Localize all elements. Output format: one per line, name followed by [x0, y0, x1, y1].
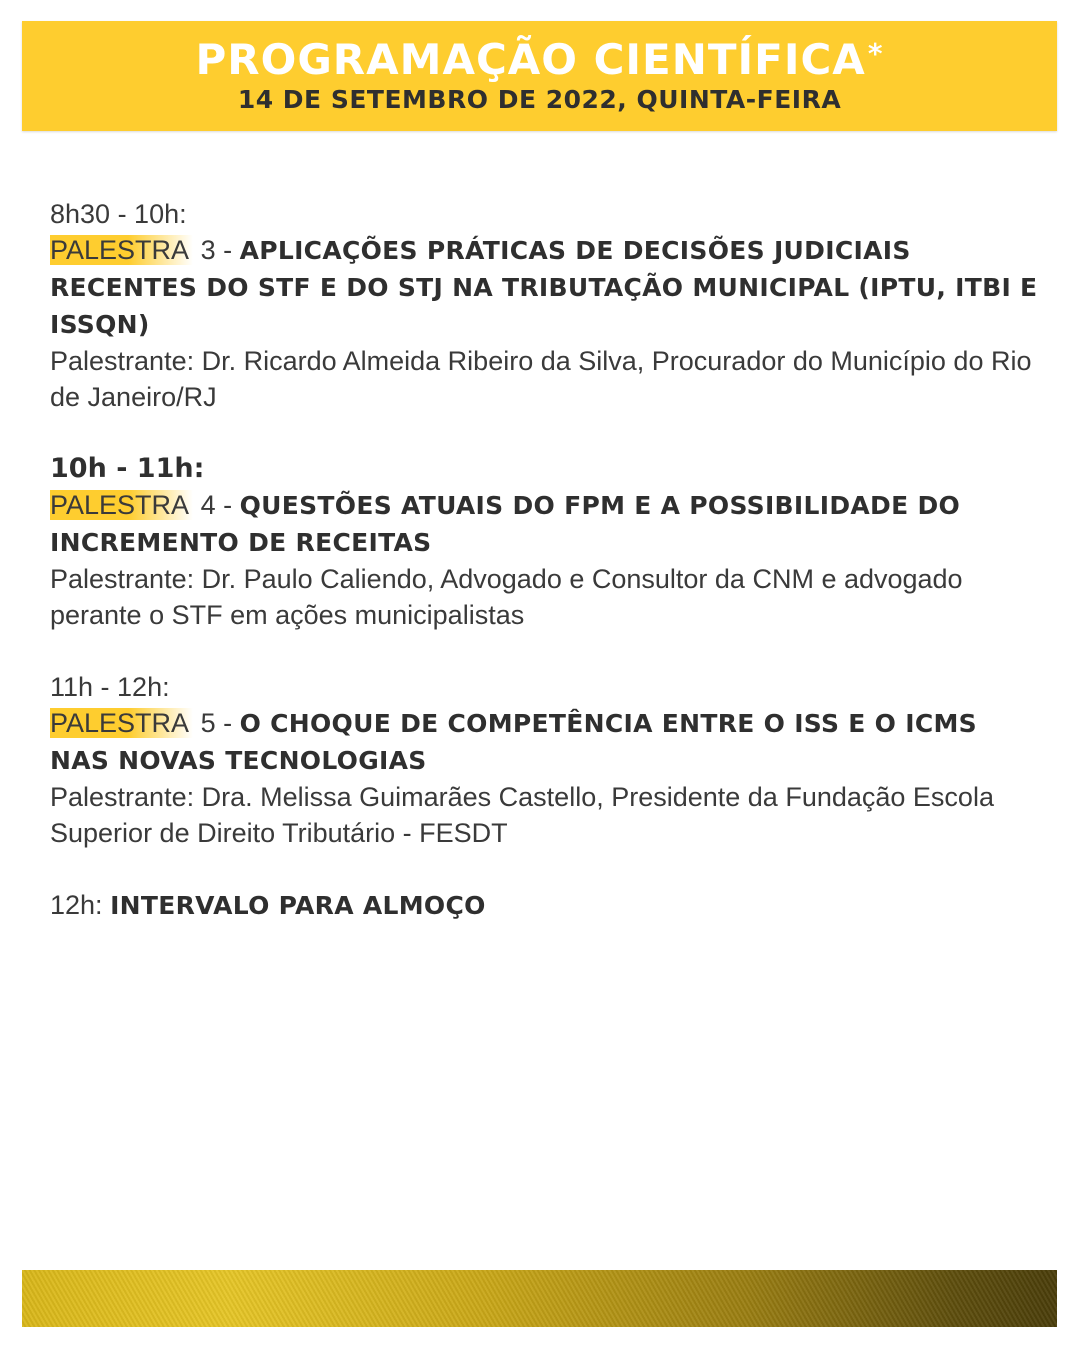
- page-title: [22, 35, 1057, 85]
- palestra-tag: PALESTRA: [50, 490, 193, 520]
- palestra-tag: PALESTRA: [50, 235, 193, 265]
- session-3: [50, 196, 1040, 415]
- speaker-line: Palestrante: Dra. Melissa Guimarães Castello, Presidente da Fundação Escola Superior de Direito Tributário - FESDT: [50, 782, 994, 848]
- talk-heading: [50, 487, 1040, 561]
- session-5: [50, 669, 1040, 851]
- talk-title: QUESTÕES ATUAIS DO FPM E A POSSIBILIDADE DO INCREMENTO DE RECEITAS: [50, 491, 961, 557]
- talk-number: 5 -: [193, 708, 240, 738]
- page-title-text: PROGRAMAÇÃO CIENTÍFICA: [195, 35, 866, 84]
- speaker-line: Palestrante: Dr. Paulo Caliendo, Advogado e Consultor da CNM e advogado perante o STF em ações municipalistas: [50, 564, 963, 630]
- header-banner: [22, 21, 1057, 131]
- lunch-time: 12h:: [50, 890, 111, 920]
- session-time: 10h - 11h:: [50, 453, 205, 484]
- palestra-tag: PALESTRA: [50, 708, 193, 738]
- speaker-line: Palestrante: Dr. Ricardo Almeida Ribeiro da Silva, Procurador do Município do Rio de Janeiro/RJ: [50, 346, 1032, 412]
- talk-number: 3 -: [193, 235, 240, 265]
- talk-heading: [50, 705, 1040, 779]
- session-time: 11h - 12h:: [50, 672, 170, 702]
- session-time: 8h30 - 10h:: [50, 199, 187, 229]
- footer-gold-band: [22, 1270, 1057, 1327]
- talk-title: O CHOQUE DE COMPETÊNCIA ENTRE O ISS E O ICMS NAS NOVAS TECNOLOGIAS: [50, 709, 977, 775]
- title-asterisk: *: [867, 37, 884, 70]
- talk-title: APLICAÇÕES PRÁTICAS DE DECISÕES JUDICIAIS RECENTES DO STF E DO STJ NA TRIBUTAÇÃO MUNICIPAL (IPTU, ITBI E ISSQN): [50, 236, 1038, 339]
- page-subtitle: 14 DE SETEMBRO DE 2022, QUINTA-FEIRA: [237, 85, 842, 114]
- lunch-break: [50, 887, 1040, 924]
- talk-heading: [50, 232, 1040, 343]
- session-4: [50, 451, 1040, 633]
- lunch-label: INTERVALO PARA ALMOÇO: [110, 891, 486, 920]
- schedule: [50, 196, 1040, 960]
- talk-number: 4 -: [193, 490, 240, 520]
